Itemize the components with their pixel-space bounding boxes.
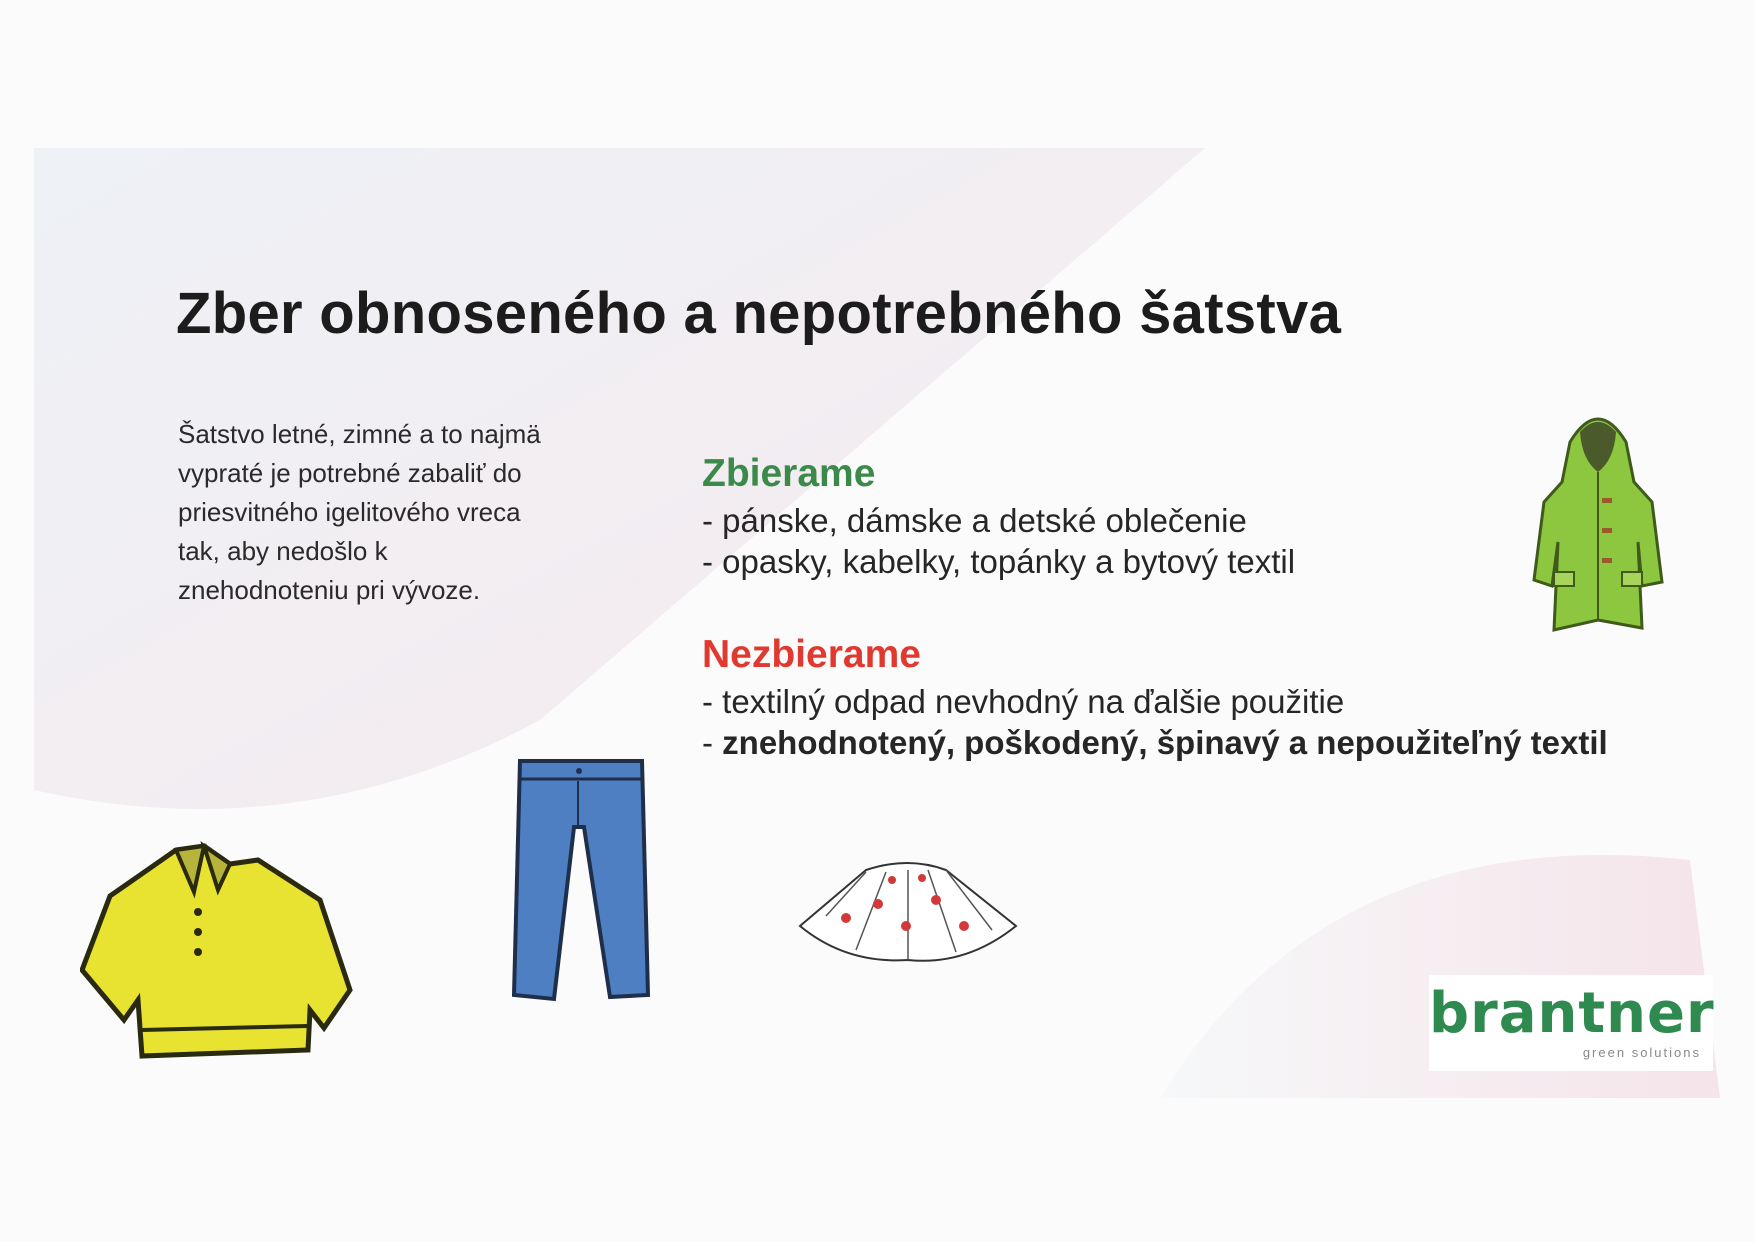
list-item: - textilný odpad nevhodný na ďalšie použitie (702, 683, 1345, 720)
page-title: Zber obnoseného a nepotrebného šatstva (176, 281, 1342, 346)
intro-line: priesvitného igelitového vreca (178, 497, 521, 527)
reject-list (702, 681, 1608, 763)
list-dash: - (702, 724, 723, 761)
logo-tagline: green solutions (1582, 1045, 1701, 1060)
yellow-sweater-icon (80, 840, 360, 1060)
list-item: - pánske, dámske a detské oblečenie (702, 502, 1247, 539)
jeans-icon (510, 757, 652, 1003)
list-item: - opasky, kabelky, topánky a bytový textil (702, 543, 1296, 580)
list-item (702, 722, 1608, 763)
list-item-bold: znehodnotený, poškodený, špinavý a nepoužiteľný textil (722, 724, 1608, 761)
intro-text (178, 415, 648, 610)
intro-line: Šatstvo letné, zimné a to najmä (178, 419, 541, 449)
intro-line: tak, aby nedošlo k (178, 536, 388, 566)
collect-list (702, 500, 1295, 582)
reject-heading: Nezbierame (702, 633, 921, 676)
intro-line: znehodnoteniu pri vývoze. (178, 575, 481, 605)
brantner-logo (1429, 975, 1713, 1071)
intro-line: vypraté je potrebné zabaliť do (178, 458, 522, 488)
logo-wordmark: brantner (1429, 981, 1715, 1046)
collect-heading: Zbierame (702, 452, 876, 495)
skirt-icon (796, 856, 1021, 966)
green-coat-icon (1530, 402, 1665, 634)
